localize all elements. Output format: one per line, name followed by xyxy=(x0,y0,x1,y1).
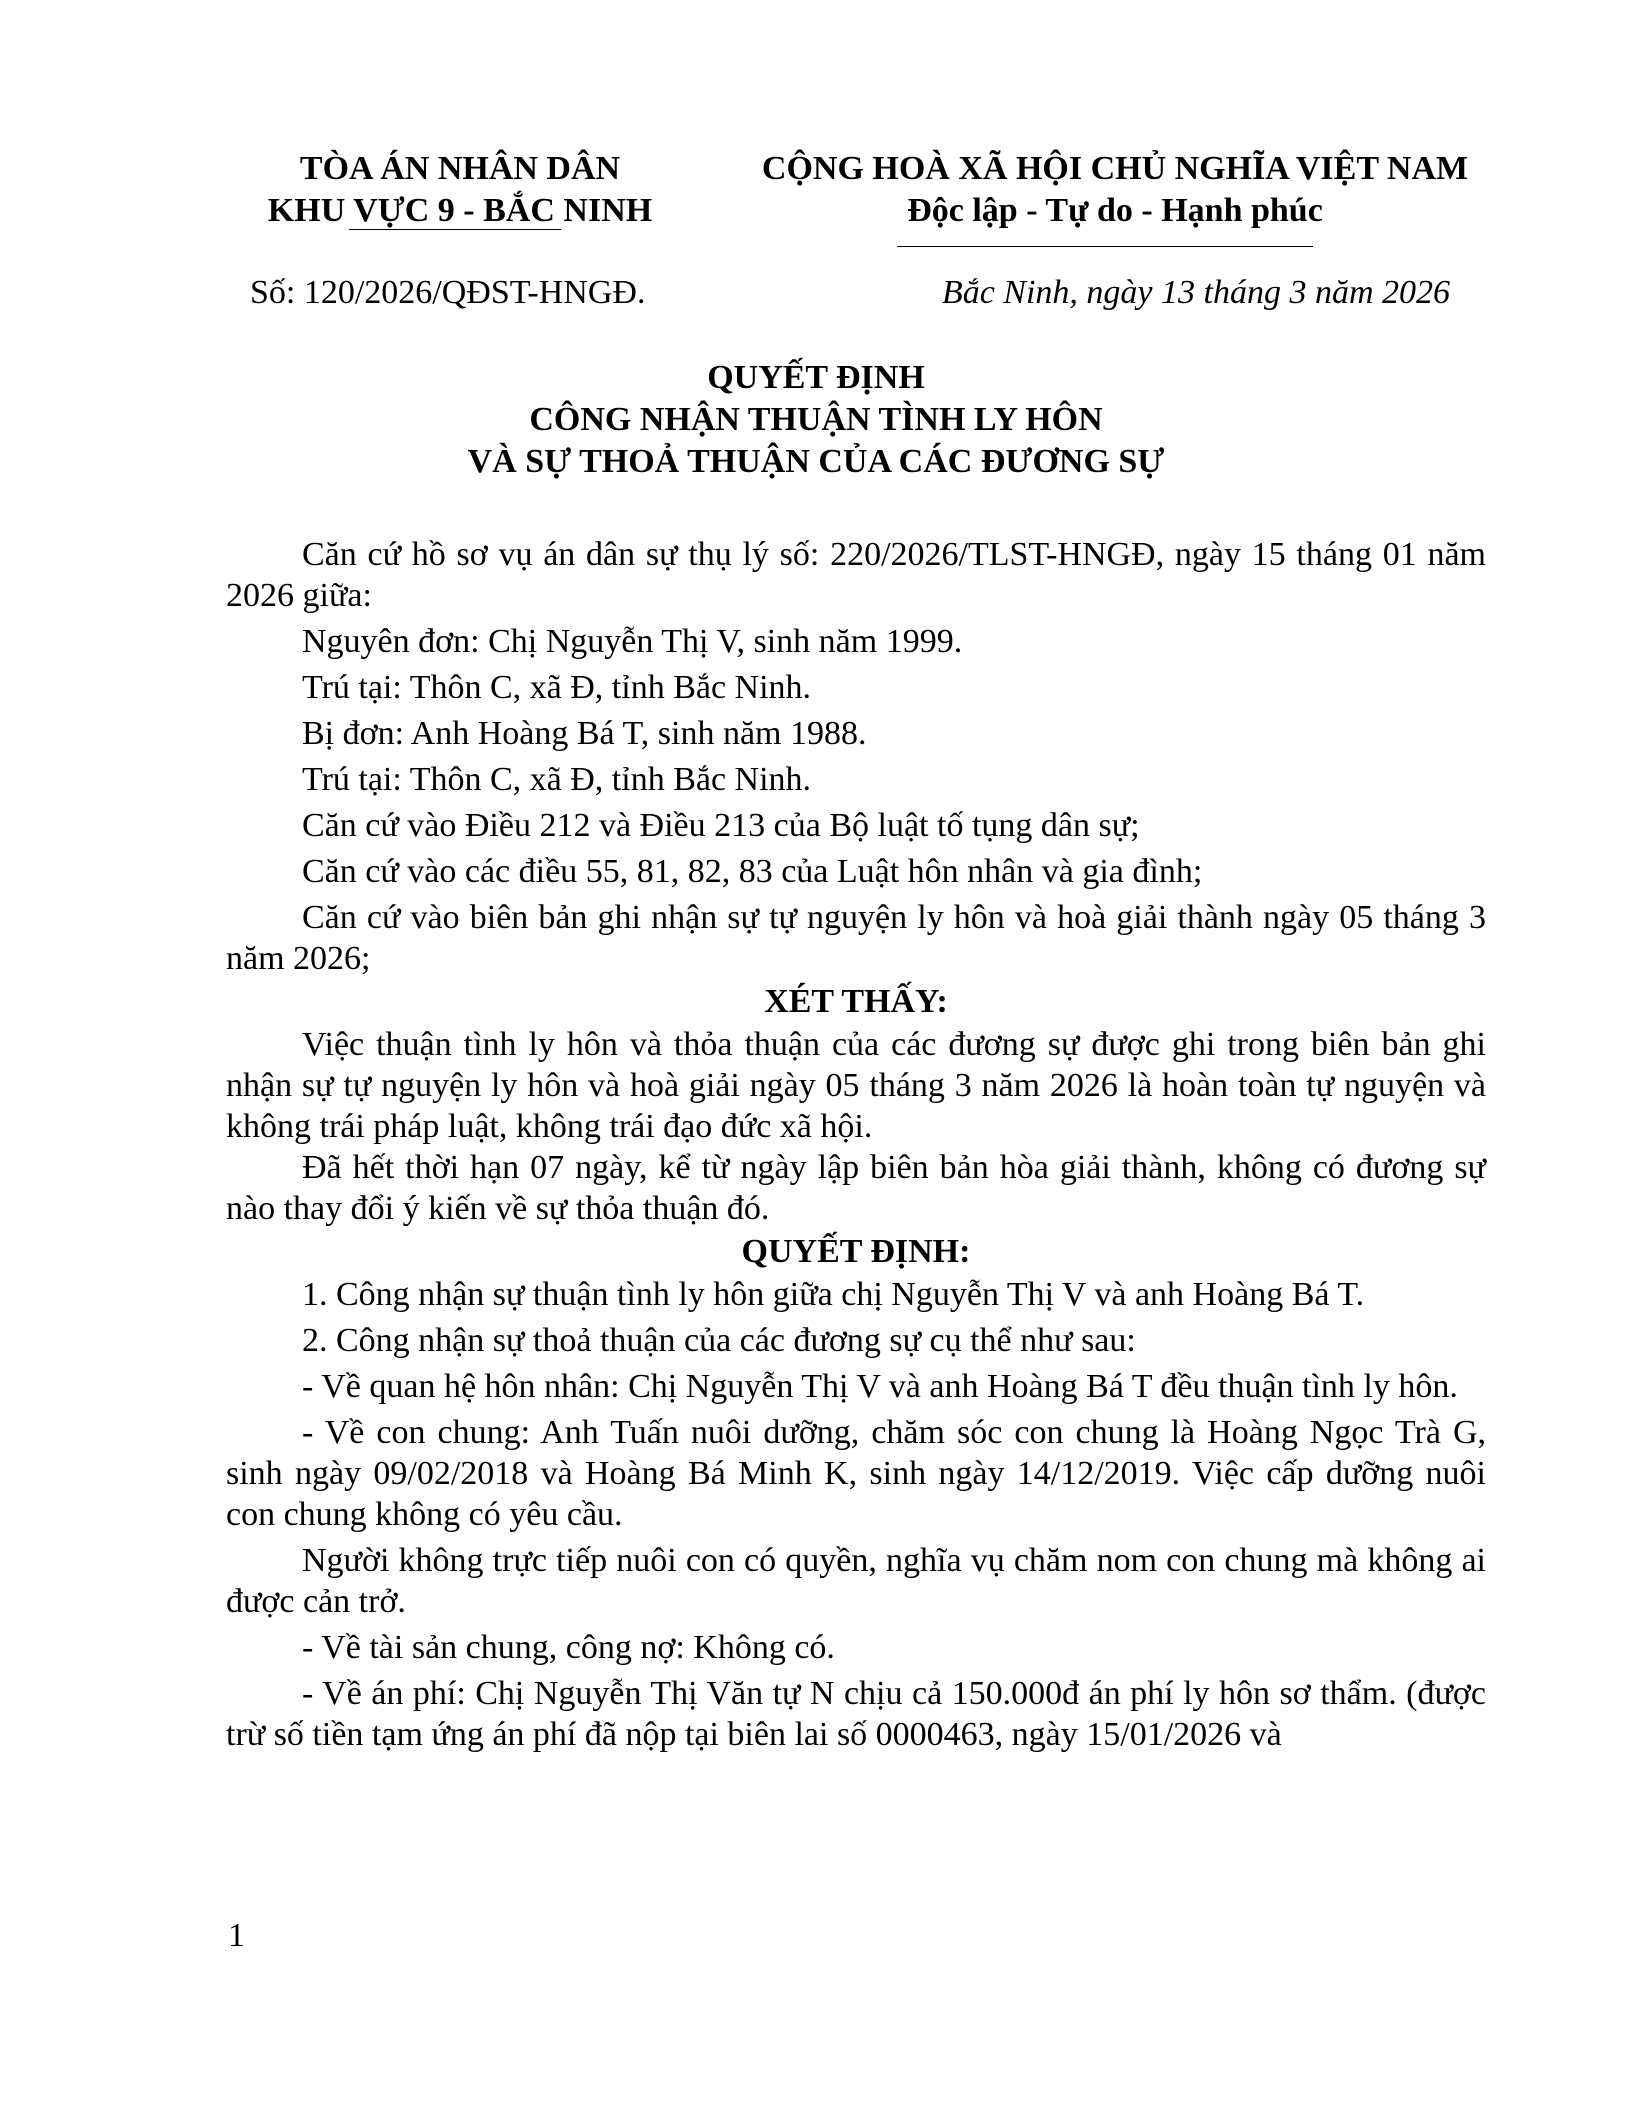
paragraph-children: - Về con chung: Anh Tuấn nuôi dưỡng, chăm sóc con chung là Hoàng Ngọc Trà G, sinh ngày 09/02/2018 và Hoàng Bá Minh K, sinh ngày 14/12/2019. Việc cấp dưỡng nuôi con chung không có yêu cầu. xyxy=(226,1414,1486,1533)
paragraph-decision-2: 2. Công nhận sự thoả thuận của các đương sự cụ thể như sau: xyxy=(302,1322,1136,1359)
paragraph-defendant: Bị đơn: Anh Hoàng Bá T, sinh năm 1988. xyxy=(302,715,867,752)
title-line-3: VÀ SỰ THOẢ THUẬN CỦA CÁC ĐƯƠNG SỰ xyxy=(467,443,1165,480)
paragraph-court-fees: - Về án phí: Chị Nguyễn Thị Văn tự N chịu cả 150.000đ án phí ly hôn sơ thẩm. (được trừ số tiền tạm ứng án phí đã nộp tại biên lai số 0000463, ngày 15/01/2026 và xyxy=(226,1675,1486,1753)
heading-decision: QUYẾT ĐỊNH: xyxy=(741,1233,971,1270)
title-line-1: QUYẾT ĐỊNH xyxy=(707,359,925,396)
document-number: Số: 120/2026/QĐST-HNGĐ. xyxy=(250,274,646,311)
paragraph-assets: - Về tài sản chung, công nợ: Không có. xyxy=(302,1629,835,1666)
paragraph-marriage: - Về quan hệ hôn nhân: Chị Nguyễn Thị V và anh Hoàng Bá T đều thuận tình ly hôn. xyxy=(302,1368,1458,1405)
national-motto-underline xyxy=(897,246,1313,247)
paragraph-legal-basis-2: Căn cứ vào các điều 55, 81, 82, 83 của Luật hôn nhân và gia đình; xyxy=(302,853,1203,890)
court-header-underline xyxy=(349,229,561,230)
paragraph-legal-basis-1: Căn cứ vào Điều 212 và Điều 213 của Bộ luật tố tụng dân sự; xyxy=(302,807,1140,844)
paragraph-findings-1: Việc thuận tình ly hôn và thỏa thuận của các đương sự được ghi trong biên bản ghi nhận sự tự nguyện ly hôn và hoà giải ngày 05 tháng 3 năm 2026 là hoàn toàn tự nguyện và không trái pháp luật, không trái đạo đức xã hội. xyxy=(226,1026,1486,1145)
heading-findings: XÉT THẤY: xyxy=(764,983,948,1020)
paragraph-plaintiff: Nguyên đơn: Chị Nguyễn Thị V, sinh năm 1999. xyxy=(302,623,963,660)
paragraph-plaintiff-address: Trú tại: Thôn C, xã Đ, tỉnh Bắc Ninh. xyxy=(302,669,812,706)
paragraph-defendant-address: Trú tại: Thôn C, xã Đ, tỉnh Bắc Ninh. xyxy=(302,761,812,798)
court-region: KHU VỰC 9 - BẮC NINH xyxy=(267,192,653,229)
national-title: CỘNG HOÀ XÃ HỘI CHỦ NGHĨA VIỆT NAM xyxy=(761,150,1469,187)
national-motto: Độc lập - Tự do - Hạnh phúc xyxy=(907,192,1323,229)
paragraph-case-basis: Căn cứ hồ sơ vụ án dân sự thụ lý số: 220/2026/TLST-HNGĐ, ngày 15 tháng 01 năm 2026 giữa: xyxy=(226,536,1486,614)
court-name: TÒA ÁN NHÂN DÂN xyxy=(299,150,621,187)
decision-title xyxy=(0,357,1632,483)
page-number: 1 xyxy=(228,1917,245,1954)
paragraph-decision-1: 1. Công nhận sự thuận tình ly hôn giữa chị Nguyễn Thị V và anh Hoàng Bá T. xyxy=(302,1276,1365,1313)
national-header xyxy=(740,148,1490,232)
paragraph-findings-2: Đã hết thời hạn 07 ngày, kể từ ngày lập biên bản hòa giải thành, không có đương sự nào thay đổi ý kiến về sự thỏa thuận đó. xyxy=(226,1149,1486,1227)
place-and-date: Bắc Ninh, ngày 13 tháng 3 năm 2026 xyxy=(941,274,1450,311)
court-header xyxy=(250,148,670,232)
paragraph-legal-basis-3: Căn cứ vào biên bản ghi nhận sự tự nguyện ly hôn và hoà giải thành ngày 05 tháng 3 năm 2026; xyxy=(226,899,1486,977)
title-line-2: CÔNG NHẬN THUẬN TÌNH LY HÔN xyxy=(529,401,1103,438)
document-body xyxy=(226,534,1486,1755)
paragraph-visitation: Người không trực tiếp nuôi con có quyền, nghĩa vụ chăm nom con chung mà không ai được cản trở. xyxy=(226,1542,1486,1620)
